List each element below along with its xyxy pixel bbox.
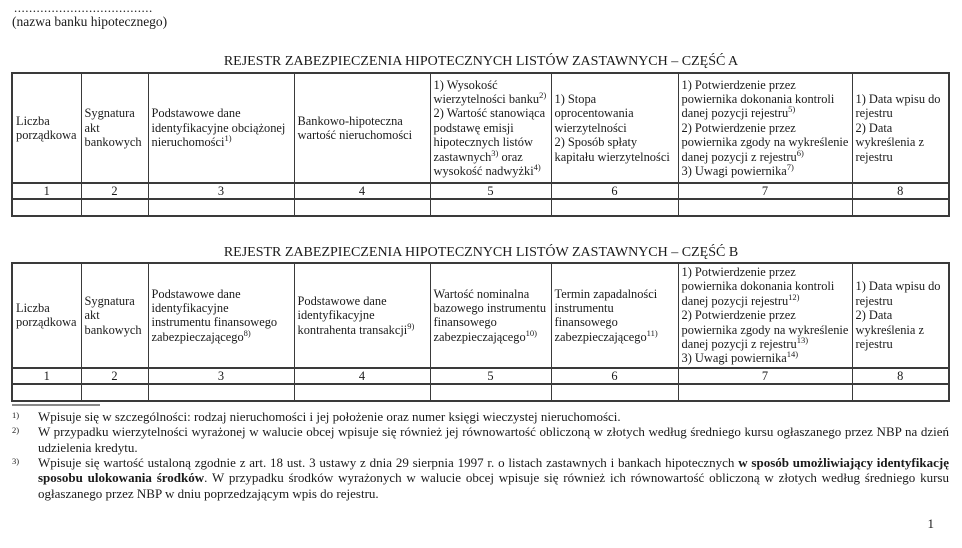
table-b-col2-header: Sygnatura akt bankowych [81,263,148,368]
table-a-col2-header: Sygnatura akt bankowych [81,73,148,183]
table-b-colnum: 3 [148,368,294,384]
register-table-b [11,262,950,402]
table-a-empty-cell [148,199,294,216]
table-b-empty-cell [551,384,678,401]
table-a-empty-row [12,199,949,216]
table-a-colnum: 2 [81,183,148,199]
table-a-empty-cell [430,199,551,216]
table-a-empty-cell [852,199,949,216]
footnote-3-text: Wpisuje się wartość ustaloną zgodnie z art. 18 ust. 3 ustawy z dnia 29 sierpnia 1997 r. o listach zastawnych i bankach hipotecznych w sposób umożliwiający identyfikację sposobu ulokowania środków. W przypadku środków wyrażonych w walucie obcej wpisuje się również ich równowartość obliczoną w złotych według średniego kursu ogłaszanego przez NBP w dniu poprzedzającym wpis do rejestru. [38,454,949,501]
footnote-2-text: W przypadku wierzytelności wyrażonej w walucie obcej wpisuje się również jej równowartość obliczoną w złotych według średniego kursu ogłaszanego przez NBP na dzień udzielenia kredytu. [38,424,949,455]
bank-name-caption: (nazwa banku hipotecznego) [12,14,168,29]
table-b-colnum: 6 [551,368,678,384]
table-a-col8-header: 1) Data wpisu do rejestru 2) Data wykreślenia z rejestru [852,73,949,183]
footnote-2 [12,424,949,455]
footnote-1-marker: 1) [12,410,20,420]
table-b-col8-header: 1) Data wpisu do rejestru 2) Data wykreślenia z rejestru [852,263,949,368]
footnote-2-marker: 2) [12,425,20,436]
table-a-colnum: 8 [852,183,949,199]
table-b-col1-header: Liczba porządkowa [12,263,81,368]
table-a-empty-cell [12,199,81,216]
table-b-col5-header: Wartość nominalna bazowego instrumentu finansowego zabezpieczającego$^{10)}$ [430,263,551,368]
table-b-empty-cell [852,384,949,401]
table-b-col6-header: Termin zapadalności instrumentu finansowego zabezpieczającego$^{11)}$ [551,263,678,368]
table-b-col3-header: Podstawowe dane identyfikacyjne instrumentu finansowego zabezpieczającego$^{8)}$ [148,263,294,368]
table-b-colnum: 1 [12,368,81,384]
table-a-col3-header: Podstawowe dane identyfikacyjne obciążonej nieruchomości$^{1)}$ [148,73,294,183]
table-a-empty-cell [81,199,148,216]
register-table-a [11,72,950,217]
table-a-col4-header: Bankowo-hipoteczna wartość nieruchomości [294,73,430,183]
table-a-empty-cell [678,199,852,216]
footnote-3-marker: 3) [12,455,20,466]
table-b-header-row [12,263,949,368]
table-b-col4-header: Podstawowe dane identyfikacyjne kontrahenta transakcji$^{9)}$ [294,263,430,368]
table-b-empty-cell [148,384,294,401]
table-b-col7-header: 1) Potwierdzenie przez powiernika dokonania kontroli danej pozycji rejestru$^{12)}$ 2) Potwierdzenie przez powiernika zgody na wykreślenie danej pozycji z rejestru$^{13)}$ 3) Uwagi powiernika$^{14)}$ [678,263,852,368]
table-a-empty-cell [551,199,678,216]
table-a-colnum: 6 [551,183,678,199]
table-b-empty-cell [81,384,148,401]
footnote-3 [12,455,949,501]
bank-name-dotted-line: ..................................... [14,0,153,15]
table-a-col6-header: 1) Stopa oprocentowania wierzytelności 2) Sposób spłaty kapitału wierzytelności [551,73,678,183]
table-a-colnum: 1 [12,183,81,199]
table-b-empty-cell [294,384,430,401]
table-b-empty-row [12,384,949,401]
table-a-colnum: 4 [294,183,430,199]
table-a-col7-header: 1) Potwierdzenie przez powiernika dokonania kontroli danej pozycji rejestru$^{5)}$ 2) Potwierdzenie przez powiernika zgody na wykreślenie danej pozycji z rejestru$^{6)}$ 3) Uwagi powiernika$^{7)}$ [678,73,852,183]
table-b-colnum: 2 [81,368,148,384]
table-b-empty-cell [678,384,852,401]
table-a-title: REJESTR ZABEZPIECZENIA HIPOTECZNYCH LISTÓW ZASTAWNYCH – CZĘŚĆ A [223,54,739,69]
footnote-1 [12,409,949,424]
table-a-colnum: 5 [430,183,551,199]
table-a-numbering-row [12,183,949,199]
table-a-colnum: 3 [148,183,294,199]
table-b-colnum: 7 [678,368,852,384]
table-b-colnum: 8 [852,368,949,384]
table-a-col1-header: Liczba porządkowa [12,73,81,183]
table-b-title: REJESTR ZABEZPIECZENIA HIPOTECZNYCH LISTÓW ZASTAWNYCH – CZĘŚĆ B [223,245,739,260]
footnote-1-text: Wpisuje się w szczególności: rodzaj nieruchomości i jej położenie oraz numer księgi wieczystej nieruchomości. [38,409,621,424]
table-b-colnum: 5 [430,368,551,384]
page-number: 1 [927,516,934,531]
table-a-empty-cell [294,199,430,216]
table-a-col5-header: 1) Wysokość wierzytelności banku$^{2)}$ 2) Wartość stanowiąca podstawę emisji hipotecznych listów zastawnych$^{3)}$ oraz wysokość nadwyżki$^{4)}$ [430,73,551,183]
table-b-empty-cell [430,384,551,401]
table-b-numbering-row [12,368,949,384]
footnotes-section [12,404,949,501]
table-a-header-row [12,73,949,183]
table-b-empty-cell [12,384,81,401]
table-a-colnum: 7 [678,183,852,199]
table-b-colnum: 4 [294,368,430,384]
footnote-separator [12,404,100,406]
